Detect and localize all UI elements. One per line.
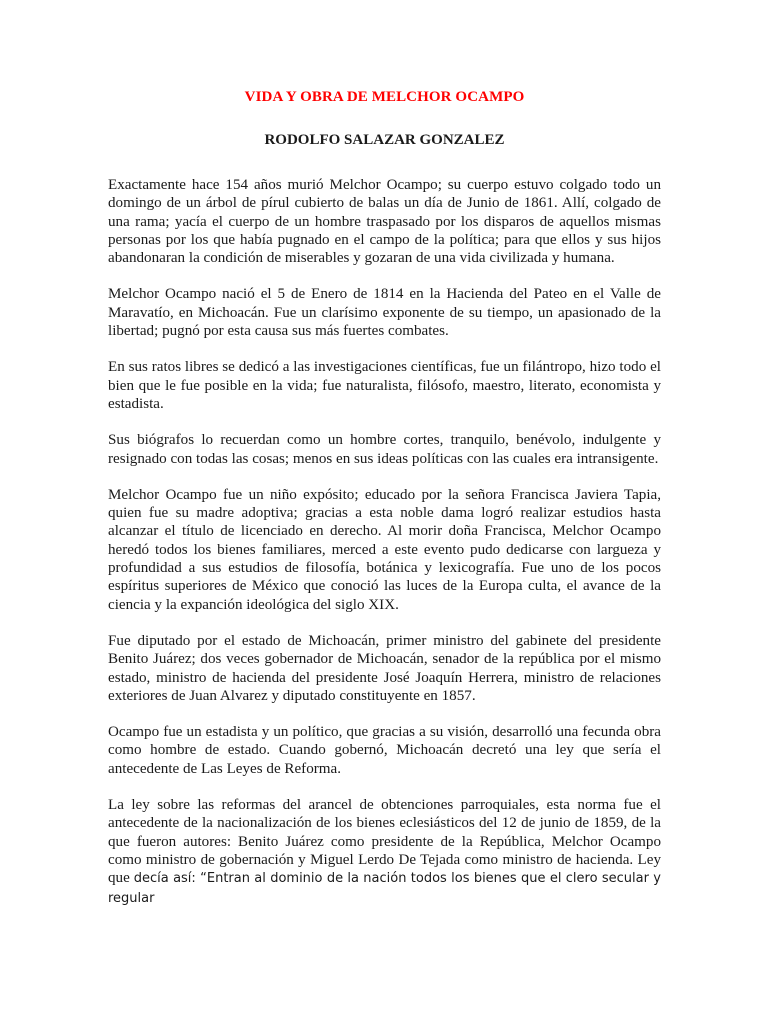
- paragraph-3: En sus ratos libres se dedicó a las investigaciones científicas, fue un filántropo, hizo todo el bien que le fue posible en la vida; fue naturalista, filósofo, maestro, literato, economista y estadista.: [108, 359, 661, 412]
- document-title: VIDA Y OBRA DE MELCHOR OCAMPO: [244, 89, 525, 105]
- paragraph-8: [108, 796, 661, 908]
- paragraph-5: Melchor Ocampo fue un niño expósito; educado por la señora Francisca Javiera Tapia, quien fue su madre adoptiva; gracias a esta noble dama logró realizar estudios hasta alcanzar el título de licenciado en derecho. Al morir doña Francisca, Melchor Ocampo heredó todos los bienes familiares, merced a este evento pudo dedicarse con largueza y profundidad a sus estudios de filosofía, botánica y lexicografía. Fue uno de los pocos espíritus superiores de México que conoció las luces de la Europa culta, el avance de la ciencia y la expanción ideológica del siglo XIX.: [108, 486, 661, 613]
- paragraph-6: Fue diputado por el estado de Michoacán, primer ministro del gabinete del presidente Benito Juárez; dos veces gobernador de Michoacán, senador de la república por el mismo estado, ministro de hacienda del presidente José Joaquín Herrera, ministro de relaciones exteriores de Juan Alvarez y diputado constituyente en 1857.: [108, 632, 661, 704]
- document-body: [108, 176, 661, 908]
- paragraph-7: Ocampo fue un estadista y un político, que gracias a su visión, desarrolló una fecunda obra como hombre de estado. Cuando gobernó, Michoacán decretó una ley que sería el antecedente de Las Leyes de Reforma.: [108, 724, 661, 777]
- paragraph-4: Sus biógrafos lo recuerdan como un hombre cortes, tranquilo, benévolo, indulgente y resignado con todas las cosas; menos en sus ideas políticas con las cuales era intransigente.: [108, 432, 661, 467]
- paragraph-2: Melchor Ocampo nació el 5 de Enero de 1814 en la Hacienda del Pateo en el Valle de Maravatío, en Michoacán. Fue un clarísimo exponente de su tiempo, un apasionado de la libertad; pugnó por esta causa sus más fuertes combates.: [108, 286, 661, 340]
- document-author: RODOLFO SALAZAR GONZALEZ: [264, 132, 505, 148]
- paragraph-1: Exactamente hace 154 años murió Melchor Ocampo; su cuerpo estuvo colgado todo un domingo de un árbol de pírul cubierto de balas un día de Junio de 1861. Allí, colgado de una rama; yacía el cuerpo de un hombre traspasado por los disparos de aquellos mismas personas por los que había pugnado en el campo de la política; para que ellos y sus hijos abandonaran la condición de miserables y gozaran de una vida civilizada y humana.: [108, 177, 661, 267]
- paragraph-8-quote-text: decía así: “Entran al dominio de la nación todos los bienes que el clero secular y regular: [108, 871, 661, 906]
- paragraph-8-text: La ley sobre las reformas del arancel de obtenciones parroquiales, esta norma fue el antecedente de la nacionalización de los bienes eclesiásticos del 12 de junio de 1859, de la que fueron autores: Benito Juárez como presidente de la República, Melchor Ocampo como ministro de gobernación y Miguel Lerdo De Tejada como ministro de hacienda. Ley que: [108, 797, 661, 887]
